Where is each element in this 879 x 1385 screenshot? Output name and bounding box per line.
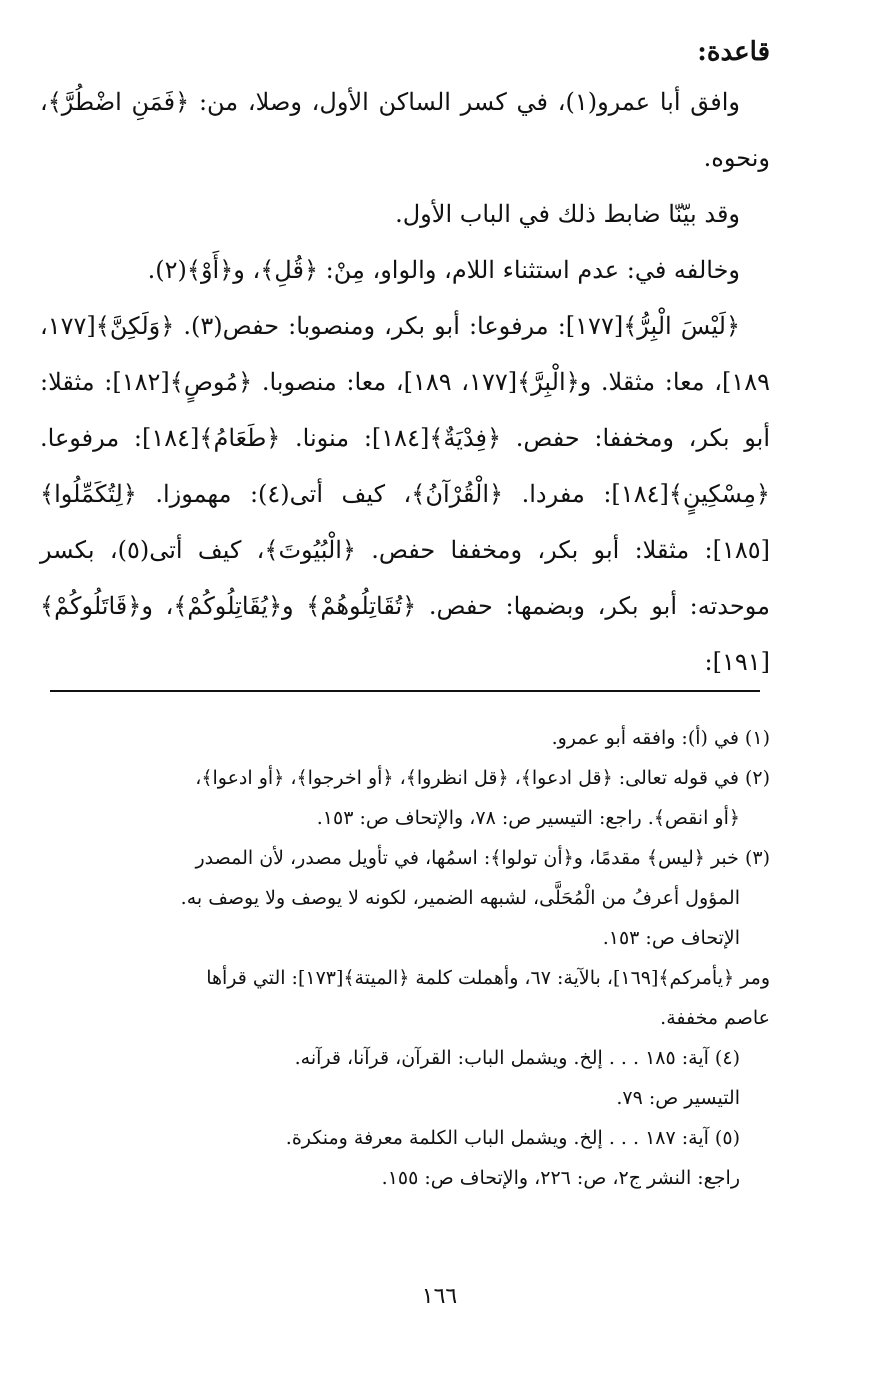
paragraph-1: وافق أبا عمرو(١)، في كسر الساكن الأول، وصلا، من: ﴿فَمَنِ اضْطُرَّ﴾، ونحوه. bbox=[40, 88, 770, 172]
footnote-3-ref: الإتحاف ص: ١٥٣. bbox=[602, 927, 740, 949]
paragraph-4: ﴿لَيْسَ الْبِرُّ﴾[١٧٧]: مرفوعا: أبو بكر، ومنصوبا: حفص(٣). ﴿وَلَكِنَّ﴾[١٧٧، ١٨٩]، معا: مثقلا. و﴿الْبِرَّ﴾[١٧٧، ١٨٩]، معا: منصوبا. ﴿مُوصٍ﴾[١٨٢]: مثقلا: أبو بكر، ومخففا: حفص. ﴿فِدْيَةٌ﴾[١٨٤]: منونا. ﴿طَعَامُ﴾[١٨٤]: مرفوعا. ﴿مِسْكِينٍ﴾[١٨٤]: مفردا. ﴿الْقُرْآنُ﴾، كيف أتى(٤): مهموزا. ﴿لِتُكَمِّلُوا﴾[١٨٥]: مثقلا: أبو بكر، ومخففا حفص. ﴿الْبُيُوتَ﴾، كيف أتى(٥)، بكسر موحدته: أبو بكر، وبضمها: حفص. ﴿تُقَاتِلُوهُمْ﴾ و﴿يُقَاتِلُوكُمْ﴾، و﴿قَاتَلُوكُمْ﴾[١٩١]: bbox=[40, 312, 771, 676]
paragraph-2: وقد بيّنّا ضابط ذلك في الباب الأول. bbox=[395, 200, 740, 228]
footnote-3-cont: المؤول أعرفُ من الْمُحَلَّى، لشبهه الضمير، لكونه لا يوصف ولا يوصف به. bbox=[180, 887, 740, 909]
footnotes bbox=[40, 718, 770, 1198]
footnote-5-ref: راجع: النشر ج٢، ص: ٢٢٦، والإتحاف ص: ١٥٥. bbox=[381, 1167, 740, 1189]
page-number: ١٦٦ bbox=[421, 1284, 458, 1309]
footnote-divider bbox=[50, 690, 760, 692]
footnote-1: (١) في (أ): وافقه أبو عمرو. bbox=[551, 727, 770, 749]
footnote-4-ref: التيسير ص: ٧٩. bbox=[616, 1087, 740, 1109]
footnote-2: (٢) في قوله تعالى: ﴿قل ادعوا﴾، ﴿قل انظروا﴾، ﴿أو اخرجوا﴾، ﴿أو ادعوا﴾، bbox=[195, 767, 770, 789]
footnote-4: (٤) آية: ١٨٥ . . . إلخ. ويشمل الباب: القرآن، قرآنا، قرآنه. bbox=[294, 1047, 740, 1069]
footnote-2-cont: ﴿أو انقص﴾. راجع: التيسير ص: ٧٨، والإتحاف ص: ١٥٣. bbox=[316, 807, 740, 829]
footnote-3-extra: ومر ﴿يأمركم﴾[١٦٩]، بالآية: ٦٧، وأهملت كلمة ﴿الميتة﴾[١٧٣]: التي قرأها bbox=[206, 967, 770, 989]
main-text bbox=[40, 30, 770, 690]
footnote-5: (٥) آية: ١٨٧ . . . إلخ. ويشمل الباب الكلمة معرفة ومنكرة. bbox=[285, 1127, 740, 1149]
paragraph-3: وخالفه في: عدم استثناء اللام، والواو، مِنْ: ﴿قُلِ﴾، و﴿أَوْ﴾(٢). bbox=[147, 256, 740, 284]
footnote-3-extra-cont: عاصم مخففة. bbox=[660, 1007, 770, 1029]
section-heading: قاعدة: bbox=[697, 37, 770, 67]
footnote-3: (٣) خبر ﴿ليس﴾ مقدمًا، و﴿أن تولوا﴾: اسمُها، في تأويل مصدر، لأن المصدر bbox=[195, 847, 770, 869]
